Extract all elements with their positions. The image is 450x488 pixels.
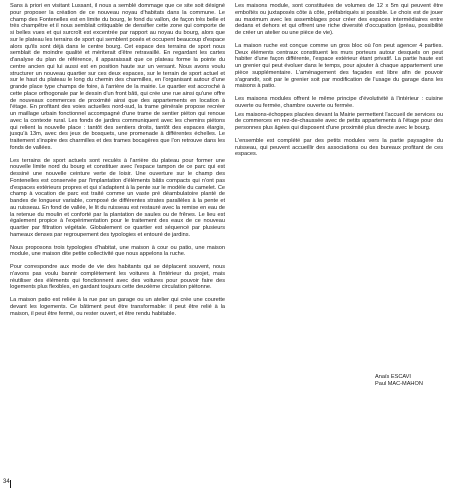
right-column (235, 3, 443, 164)
page-number-rule (10, 480, 11, 488)
left-column (10, 3, 225, 323)
paragraph: Les maisons module, sont constituées de volumes de 12 x 5m qui peuvent être emboîtés ou juxtaposés côte à côte, préfabriqués si possible. Le choix est de jouer au maximum avec les assemblages pour créer des espaces intermédiaires entre dedans et dehors et qui offrent une riche diversité d'occupation (préau, possibilité de créer un atelier ou une pièce de vie). (235, 3, 443, 36)
page-number: 34 (3, 479, 10, 485)
paragraph: La maison ruche est conçue comme un gros bloc où l'on peut agencer 4 parties. Deux éléments centraux constituent les murs porteurs autour desquels on peut habiter d'une façon différente, l'espace extérieur étant privatif. La partie haute est un grenier qui peut évoluer dans le temps, pour ajouter à chaque appartement une pièce supplémentaire. L'aménagement des façades est libre afin de pouvoir s'agrandir, soit par le grenier soit par modification de l'usage du garage dans les maisons à patio. (235, 42, 443, 90)
signature-block (375, 374, 445, 388)
paragraph: Les terrains de sport actuels sont reculés à l'arrière du plateau pour former une nouvelle limite nord du bourg et constituer avec l'espace tampon de ce parc qui est dessiné une nouvelle ceinture verte de loisir. Une ouverture sur le champ des Fontenelles est conservée par l'implantation d'éléments bâtis compacts qui n'ont pas d'espaces extérieurs propres et qui s'adaptent à la pente sur le modèle du camelet. Ce champ à vocation de parc est traité comme un vaste pré déambulatoire planté de bandes de longueur variable, composé de différentes strates parallèles à la pente et au ruisseau. En fond de vallée, le lit du ruisseau est restauré avec la remise en eau de la retenue du moulin et conforté par la plantation de saules ou de frênes. Le lieu est également propice à l'expérimentation pour le traitement des eaux de ce nouveau quartier par filtration végétale. Globalement ce quartier est séquencé par plusieurs hameaux denses par regroupement des typologies et entouré de jardins. (10, 157, 225, 238)
author-name: Anaïs ESCAVI (375, 374, 411, 380)
author-name: Paul MAC-MAHON (375, 381, 423, 387)
paragraph: Sans à priori en visitant Lussant, il nous a semblé dommage que ce site soit désigné pour proposer la création de ce nouveau noyau d'habitats dans la commune. Le champ des Fontenelles est en limite du bourg, le fond du vallon, de façon très belle et très champêtre et il nous semblait critiquable de densifier cette zone qui comporte de si belles vues et qui surcroît est excentrée par rapport au noyau du bourg, alors que sur le plateau les terrains de sport qui semblent posés et occupent beaucoup d'espace alors qu'ils sont déjà dans le centre bourg. Cet espace des terrains de sport nous semblait de moindre qualité et mériterait d'être retravaillé. En regardant les cartes d'analyse du plan de référence, il apparaissait que ce plateau forme la pointe du centre ancien qui lui aussi est en position haute sur un versant. Nous avons voulu structurer un nouveau quartier sur ces deux espaces, sur le terrain de sport actuel et sur le haut du plateau le long du chemin des charmilles, en l'organisant autour d'une grande place type champs de foire, à l'arrière de la mairie. Le quartier est accroché à cette place orthogonale par le dessin d'un front bâti, qui crée une rue ainsi qu'une offre de nouveaux commerces de proximité ainsi que des appartements en location à l'étage. En profitant des voies actuelles nord-sud, la trame générale propose recréer un maillage urbain fonctionnel accompagné d'une trame de sentier piéton qui renoue avec la contexte rural. Les fonds de jardins communiquent avec les chemins piétons qui relient la nouvelle place : tantôt des sentiers droits, tantôt des espaces élargis, jusqu'à 13m, avec des jeux de bosquets, une promenade à différentes échelles. Le traitement s'inspire des charmilles et des trames bocagères que l'on retrouve dans les fonds de vallées. (10, 3, 225, 151)
paragraph: Pour correspondre aux mode de vie des habitants qui se déplacent souvent, nous n'avons pas voulu bannir complètement les voitures à l'intérieur du projet, mais réutiliser des éléments qui fonctionnent avec des voitures pour pouvoir faire des logements plus flexibles, en gardant toujours cette deuxième circulation piétonne. (10, 264, 225, 291)
paragraph: L'ensemble est complété par des petits modules vers la partie paysagère du ruisseau, qui peuvent accueillir des associations ou des bureaux profitant de ces espaces. (235, 137, 443, 158)
paragraph: Nous proposons trois typologies d'habitat, une maison à cour ou patio, une maison module, une maison dite petite collectivité que nous appelons la ruche. (10, 244, 225, 258)
paragraph: La maison patio est reliée à la rue par un garage ou un atelier qui crée une courette devant les logements. Ce bâtiment peut être transformable: il peut être relié à la maison, il peut être fermé, ou rester ouvert, et être rendu habitable. (10, 297, 225, 317)
paragraph: Les maisons-échoppes placées devant la Mairie permettent l'accueil de services ou de commerces en rez-de-chaussée avec de petits appartements à l'étage pour des personnes plus âgées qui disposent d'une proximité plus directe avec le bourg. (235, 111, 443, 131)
paragraph: Les maisons modules offrent le même principe d'évolutivité à l'intérieur : cuisine ouverte ou fermée, chambre ouverte ou fermée. (235, 96, 443, 109)
